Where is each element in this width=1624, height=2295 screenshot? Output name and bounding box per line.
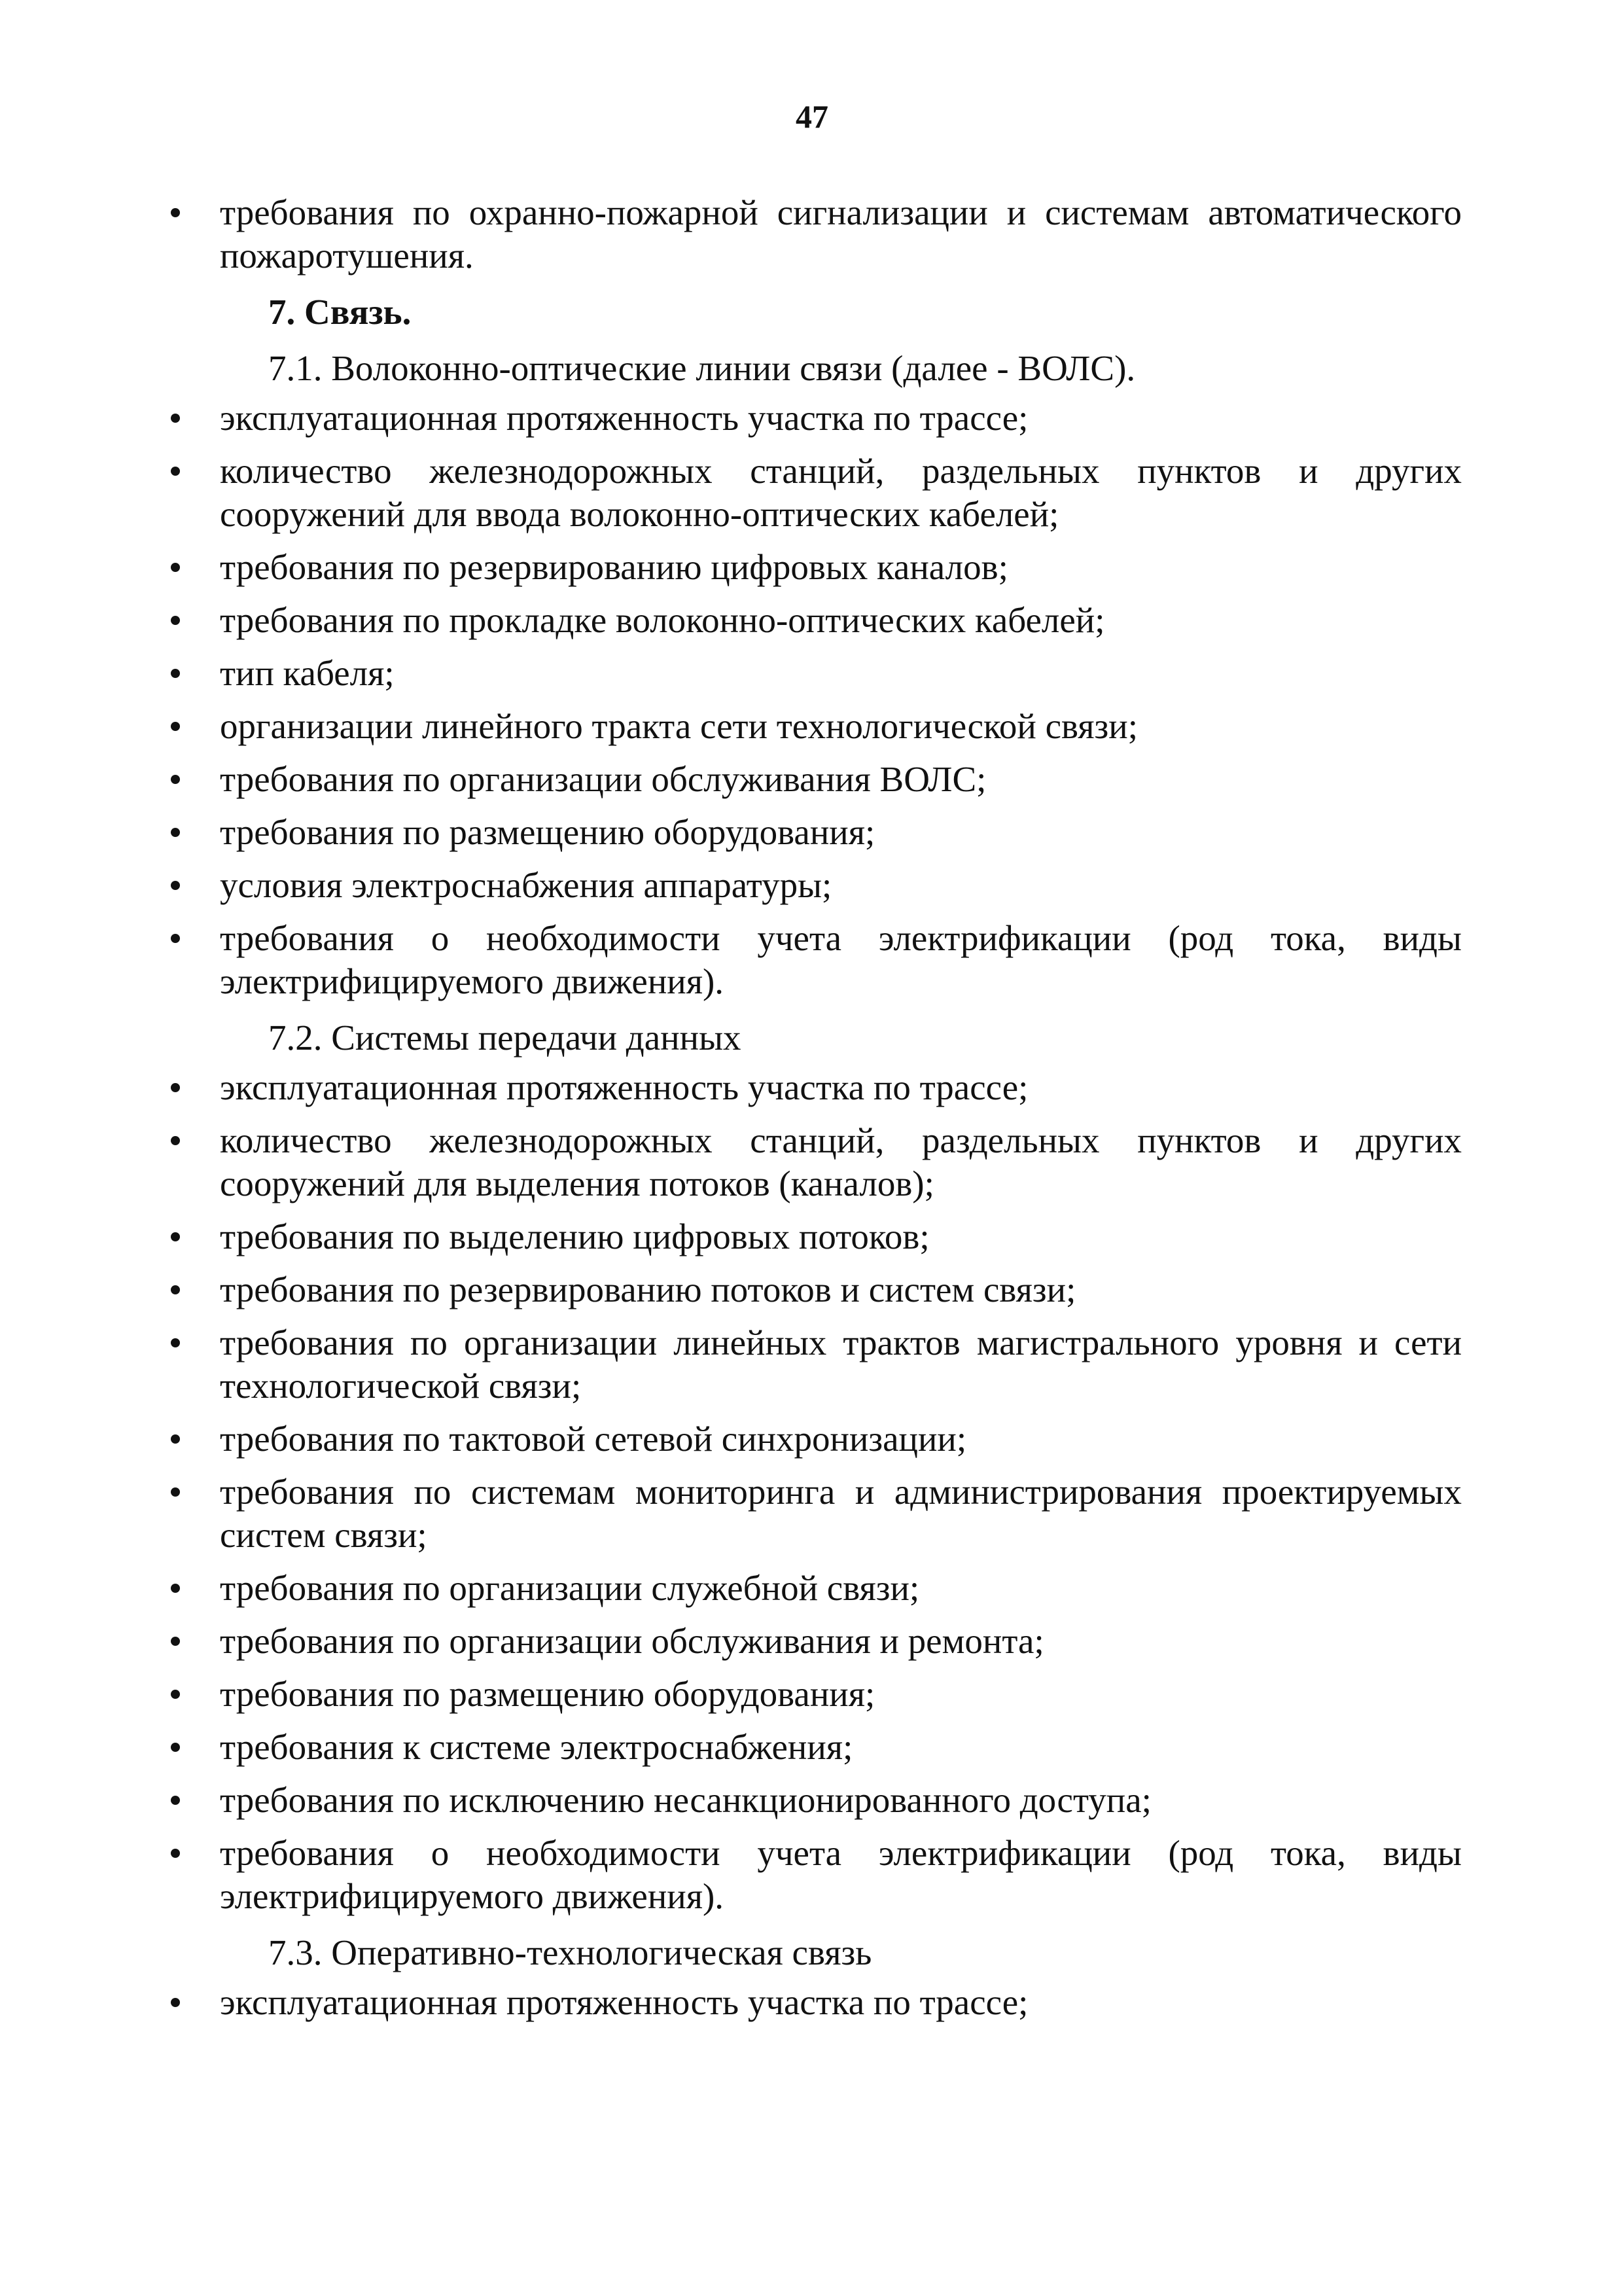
- bullet-icon: [171, 1637, 180, 1646]
- bullet-list: [160, 1981, 1462, 2024]
- list-item-text: организации линейного тракта сети технологической связи;: [220, 706, 1138, 746]
- bullet-icon: [171, 828, 180, 837]
- list-item: [160, 1119, 1462, 1205]
- list-item-text: требования по организации служебной связи;: [220, 1568, 920, 1608]
- section-heading: 7. Связь.: [268, 292, 412, 332]
- list-item: [160, 599, 1462, 642]
- list-item-text: требования по размещению оборудования;: [220, 1674, 875, 1714]
- list-item: [160, 397, 1462, 440]
- list-item-text: требования по организации линейных трактов магистрального уровня и сети технологической связи;: [220, 1323, 1462, 1406]
- list-item: [160, 1832, 1462, 1918]
- list-item-text: эксплуатационная протяженность участка по трассе;: [220, 1982, 1029, 2022]
- subsection-heading: 7.2. Системы передачи данных: [268, 1018, 741, 1058]
- list-item: [160, 1673, 1462, 1716]
- bullet-icon: [171, 467, 180, 476]
- list-item: [160, 1620, 1462, 1663]
- bullet-icon: [171, 1743, 180, 1752]
- bullet-icon: [171, 1136, 180, 1145]
- list-item: [160, 1981, 1462, 2024]
- list-item-text: требования о необходимости учета электрификации (род тока, виды электрифицируемого движения).: [220, 918, 1462, 1001]
- list-item-text: эксплуатационная протяженность участка по трассе;: [220, 398, 1029, 438]
- bullet-icon: [171, 563, 180, 572]
- bullet-icon: [171, 881, 180, 890]
- list-item-text: требования по выделению цифровых потоков;: [220, 1217, 930, 1256]
- list-item-text: требования по тактовой сетевой синхронизации;: [220, 1419, 967, 1459]
- bullet-icon: [171, 1083, 180, 1092]
- list-item: [160, 1321, 1462, 1408]
- list-item: [160, 1417, 1462, 1461]
- list-item: [160, 1567, 1462, 1610]
- bullet-icon: [171, 669, 180, 678]
- bullet-list: [160, 397, 1462, 1003]
- bullet-icon: [171, 1998, 180, 2007]
- bullet-icon: [171, 1232, 180, 1241]
- list-item: [160, 1726, 1462, 1769]
- bullet-icon: [171, 1584, 180, 1593]
- list-item-text: требования по исключению несанкционированного доступа;: [220, 1780, 1152, 1820]
- list-item: [160, 652, 1462, 695]
- list-item: [160, 450, 1462, 536]
- list-item: [160, 758, 1462, 801]
- list-item: [160, 546, 1462, 589]
- list-item-text: требования по системам мониторинга и администрирования проектируемых систем связи;: [220, 1472, 1462, 1555]
- list-item: [160, 864, 1462, 907]
- bullet-list: [160, 1066, 1462, 1918]
- list-item: [160, 1470, 1462, 1557]
- list-item-text: количество железнодорожных станций, раздельных пунктов и других сооружений для ввода волоконно-оптических кабелей;: [220, 451, 1462, 534]
- list-item-text: требования о необходимости учета электрификации (род тока, виды электрифицируемого движения).: [220, 1833, 1462, 1916]
- list-item-text: требования к системе электроснабжения;: [220, 1727, 853, 1767]
- list-item: [160, 811, 1462, 854]
- list-item: [160, 917, 1462, 1003]
- list-item-text: требования по охранно-пожарной сигнализации и системам автоматического пожаротушения.: [220, 192, 1462, 276]
- document-body: [160, 191, 1462, 2034]
- bullet-icon: [171, 414, 180, 423]
- list-item-text: требования по прокладке волоконно-оптических кабелей;: [220, 600, 1105, 640]
- bullet-icon: [171, 616, 180, 625]
- bullet-icon: [171, 934, 180, 943]
- bullet-icon: [171, 1434, 180, 1444]
- bullet-list: [160, 191, 1462, 277]
- subsection-heading: 7.1. Волоконно-оптические линии связи (далее - ВОЛС).: [268, 348, 1136, 388]
- bullet-icon: [171, 775, 180, 784]
- bullet-icon: [171, 1849, 180, 1858]
- list-item: [160, 191, 1462, 277]
- list-item-text: требования по организации обслуживания ВОЛС;: [220, 759, 987, 799]
- list-item-text: эксплуатационная протяженность участка по трассе;: [220, 1067, 1029, 1107]
- bullet-icon: [171, 1487, 180, 1497]
- list-item-text: требования по организации обслуживания и ремонта;: [220, 1621, 1044, 1661]
- bullet-icon: [171, 1338, 180, 1347]
- bullet-icon: [171, 1690, 180, 1699]
- page-number: 47: [796, 98, 828, 135]
- list-item: [160, 1779, 1462, 1822]
- list-item-text: требования по размещению оборудования;: [220, 812, 875, 852]
- list-item: [160, 1066, 1462, 1109]
- list-item: [160, 1268, 1462, 1311]
- list-item-text: условия электроснабжения аппаратуры;: [220, 865, 832, 905]
- bullet-icon: [171, 1796, 180, 1805]
- list-item-text: тип кабеля;: [220, 653, 395, 693]
- list-item-text: требования по резервированию потоков и систем связи;: [220, 1270, 1076, 1309]
- list-item: [160, 705, 1462, 748]
- list-item-text: количество железнодорожных станций, раздельных пунктов и других сооружений для выделения потоков (каналов);: [220, 1120, 1462, 1203]
- list-item: [160, 1215, 1462, 1258]
- bullet-icon: [171, 1285, 180, 1294]
- bullet-icon: [171, 722, 180, 731]
- list-item-text: требования по резервированию цифровых каналов;: [220, 547, 1008, 587]
- bullet-icon: [171, 208, 180, 217]
- subsection-heading: 7.3. Оперативно-технологическая связь: [268, 1932, 872, 1972]
